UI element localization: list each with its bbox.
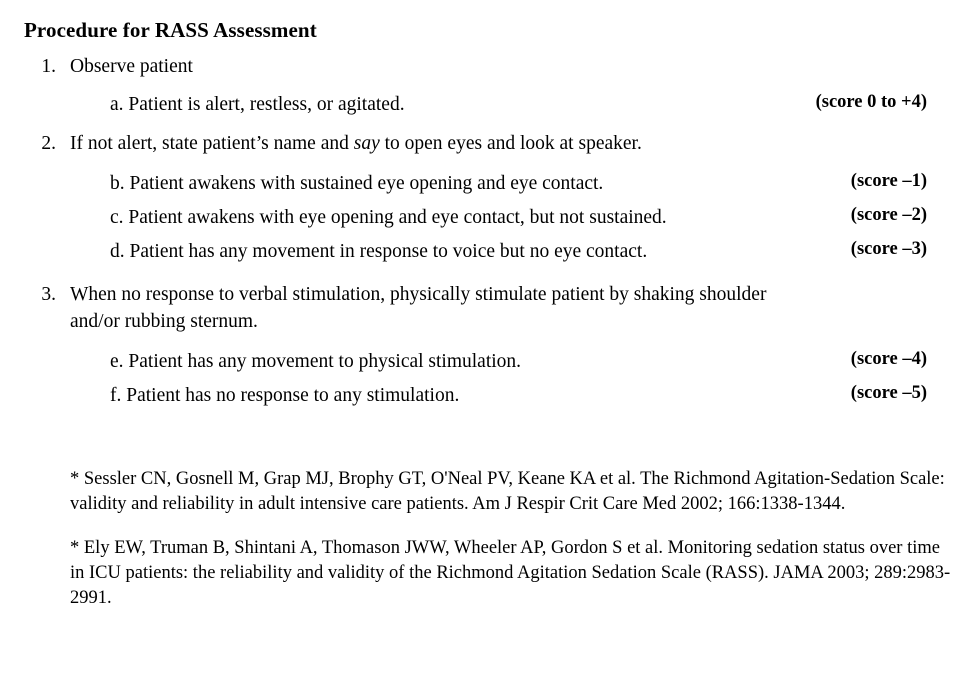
substep-score: (score 0 to +4) [815, 92, 927, 112]
substep-label: d. Patient has any movement in response to voice but no eye contact. [110, 241, 648, 262]
substep-label: f. Patient has no response to any stimulation. [110, 385, 460, 406]
step-number: 3. [41, 284, 56, 305]
references-section [70, 467, 951, 611]
substep-f [110, 383, 951, 409]
step-number: 1. [41, 56, 56, 77]
step-text-part-1: If not alert, state patient’s name and [70, 133, 354, 154]
substep-a [110, 92, 951, 118]
substep-score: (score –1) [850, 171, 927, 191]
procedure-step-1 [24, 53, 951, 80]
step-text-italic: say [353, 133, 380, 154]
step-text [70, 130, 642, 157]
substep-label: a. Patient is alert, restless, or agitated. [110, 94, 405, 115]
reference-item: * Sessler CN, Gosnell M, Grap MJ, Brophy GT, O'Neal PV, Keane KA et al. The Richmond Agitation-Sedation Scale: validity and reliability in adult intensive care patients. Am J Respir Crit Care Med 2002; 166:1338-1344. [70, 469, 945, 514]
page-title: Procedure for RASS Assessment [24, 18, 317, 42]
substep-score: (score –3) [850, 239, 927, 259]
substep-label: e. Patient has any movement to physical stimulation. [110, 351, 522, 372]
substep-b [110, 171, 951, 197]
procedure-step-3 [24, 281, 951, 335]
substep-label: b. Patient awakens with sustained eye opening and eye contact. [110, 173, 604, 194]
step-text-part-2: to open eyes and look at speaker. [379, 133, 642, 154]
substep-c [110, 205, 951, 231]
substep-e [110, 349, 951, 375]
procedure-step-list [24, 53, 951, 409]
step-text: When no response to verbal stimulation, physically stimulate patient by shaking shoulder and/or rubbing sternum. [70, 284, 767, 332]
substep-score: (score –4) [850, 349, 927, 369]
step-number: 2. [41, 133, 56, 154]
substep-score: (score –5) [850, 383, 927, 403]
substep-d [110, 239, 951, 265]
reference-item: * Ely EW, Truman B, Shintani A, Thomason JWW, Wheeler AP, Gordon S et al. Monitoring sedation status over time in ICU patients: the reliability and validity of the Richmond Agitation Sedation Scale (RASS). JAMA 2003; 289:2983-2991. [70, 537, 951, 608]
procedure-step-2 [24, 130, 951, 157]
step-text: Observe patient [70, 56, 193, 77]
substep-score: (score –2) [850, 205, 927, 225]
substep-label: c. Patient awakens with eye opening and eye contact, but not sustained. [110, 207, 667, 228]
